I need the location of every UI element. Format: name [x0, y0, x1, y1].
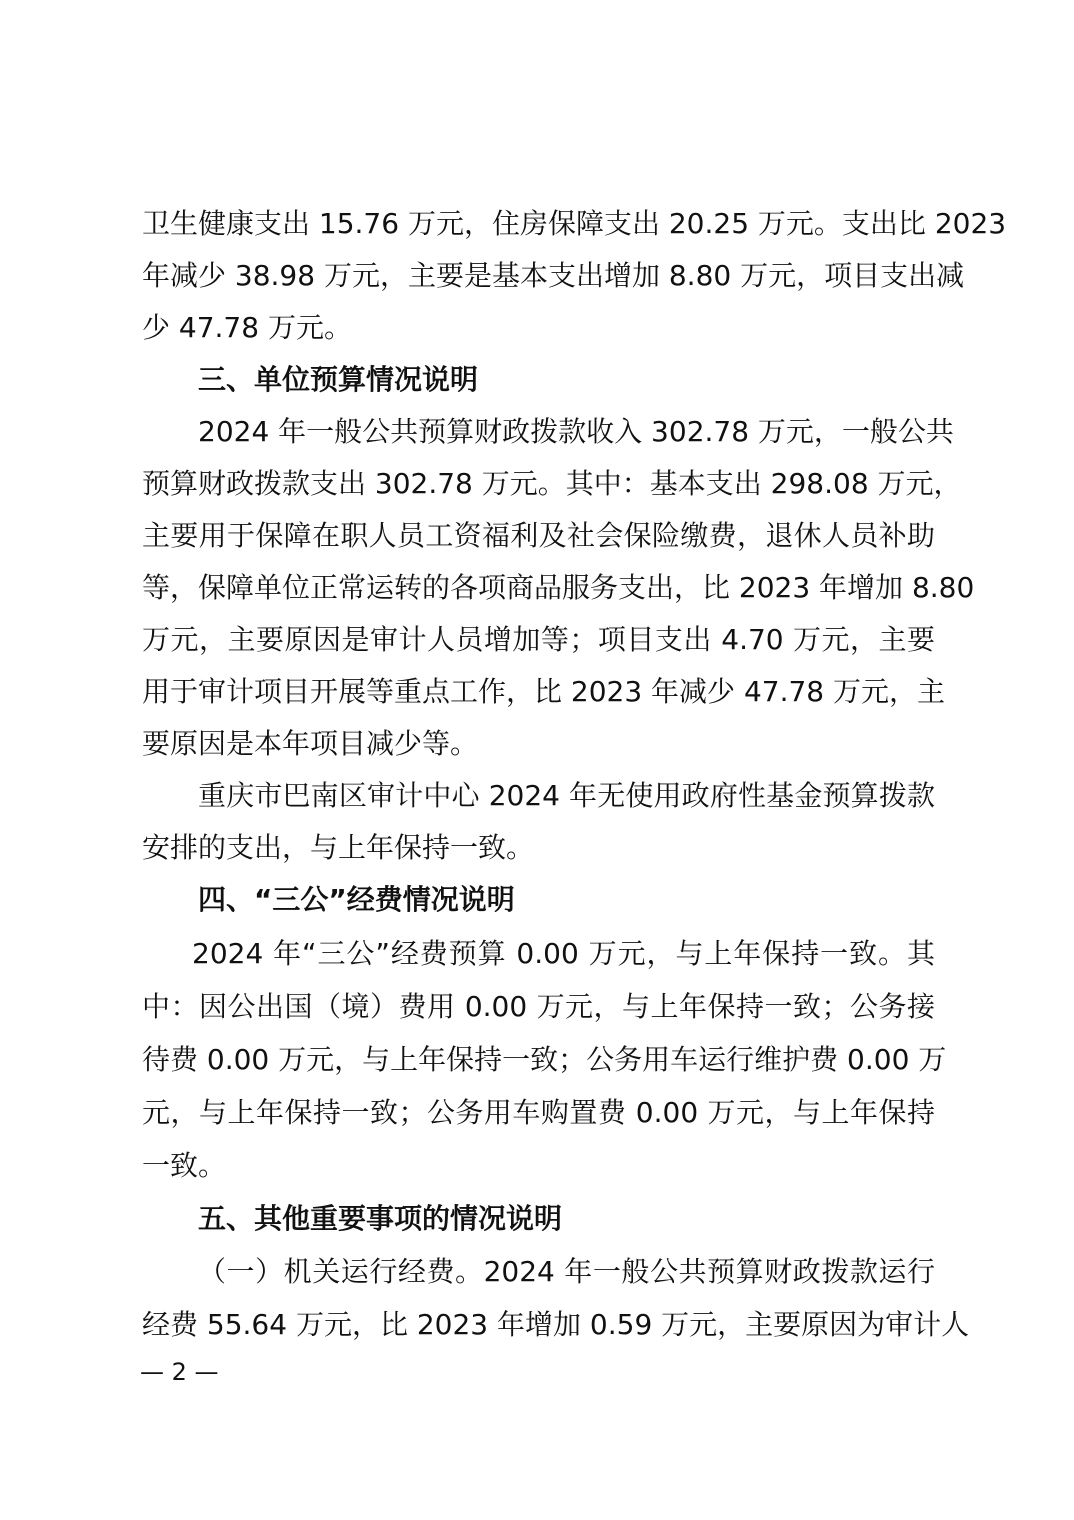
text-line: 经费 55.64 万元，比 2023 年增加 0.59 万元，主要原因为审计人 [142, 1308, 970, 1341]
text-line: 等，保障单位正常运转的各项商品服务支出，比 2023 年增加 8.80 [142, 571, 975, 604]
text-line: 2024 年“三公”经费预算 0.00 万元，与上年保持一致。其 [192, 937, 935, 970]
text-line: 元，与上年保持一致；公务用车购置费 0.00 万元，与上年保持 [142, 1096, 935, 1129]
text-line: 2024 年一般公共预算财政拨款收入 302.78 万元，一般公共 [198, 415, 954, 448]
text-line: 安排的支出，与上年保持一致。 [142, 831, 535, 864]
text-line: 要原因是本年项目减少等。 [142, 727, 479, 760]
text-line: （一）机关运行经费。2024 年一般公共预算财政拨款运行 [198, 1255, 935, 1288]
section-heading: 四、“三公”经费情况说明 [198, 883, 515, 916]
text-line: 用于审计项目开展等重点工作，比 2023 年减少 47.78 万元，主 [142, 675, 946, 708]
text-line: 卫生健康支出 15.76 万元，住房保障支出 20.25 万元。支出比 2023 [142, 207, 1007, 240]
text-line: 一致。 [142, 1149, 227, 1182]
text-line: 主要用于保障在职人员工资福利及社会保险缴费，退休人员补助 [142, 519, 935, 552]
text-line: 中：因公出国（境）费用 0.00 万元，与上年保持一致；公务接 [142, 990, 935, 1023]
page-number: — 2 — [140, 1358, 219, 1386]
text-line: 万元，主要原因是审计人员增加等；项目支出 4.70 万元，主要 [142, 623, 935, 656]
text-line: 少 47.78 万元。 [142, 311, 352, 344]
section-heading: 五、其他重要事项的情况说明 [198, 1202, 563, 1235]
section-heading: 三、单位预算情况说明 [198, 363, 479, 396]
text-line: 年减少 38.98 万元，主要是基本支出增加 8.80 万元，项目支出减 [142, 259, 965, 292]
text-line: 待费 0.00 万元，与上年保持一致；公务用车运行维护费 0.00 万 [142, 1043, 947, 1076]
text-line: 重庆市巴南区审计中心 2024 年无使用政府性基金预算拨款 [198, 779, 935, 812]
text-line: 预算财政拨款支出 302.78 万元。其中：基本支出 298.08 万元， [142, 467, 962, 500]
